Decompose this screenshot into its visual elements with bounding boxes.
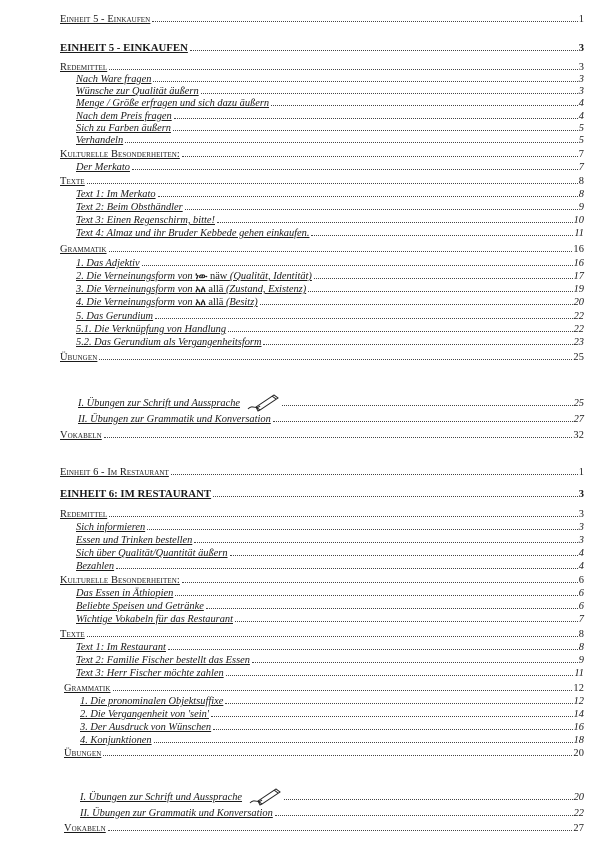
toc-item[interactable]: Verhandeln 5 [76, 135, 584, 146]
toc-item[interactable]: Text 2: Familie Fischer bestellt das Essen 9 [76, 655, 584, 666]
toc-item[interactable]: Nach dem Preis fragen 4 [76, 111, 584, 122]
toc-item[interactable]: Der Merkato 7 [76, 162, 584, 173]
toc-grammatik[interactable]: Grammatik 12 [64, 683, 584, 694]
toc-item[interactable]: 5.2. Das Gerundium als Vergangenheitsform 23 [76, 337, 584, 348]
toc-item[interactable]: Text 4: Almaz und ihr Bruder Kebbede gehen einkaufen. 11 [76, 228, 584, 239]
toc-item[interactable]: 4. Die Verneinungsform von አለ allä (Besitz) 20 [76, 297, 584, 308]
toc-item[interactable]: Wichtige Vokabeln für das Restaurant 7 [76, 614, 584, 625]
toc-item[interactable]: Sich zu Farben äußern 5 [76, 123, 584, 134]
toc-item[interactable]: Bezahlen 4 [76, 561, 584, 572]
toc-unit-header[interactable]: Einheit 6 - Im Restaurant 1 [60, 467, 584, 478]
toc-grammatik[interactable]: Grammatik 16 [60, 244, 584, 255]
toc-item[interactable]: I. Übungen zur Schrift und Aussprache 25 [78, 392, 584, 404]
pen-writing-icon [246, 392, 280, 412]
amharic-word: አለ [195, 298, 206, 308]
toc-unit-title[interactable]: EINHEIT 6: IM RESTAURANT 3 [60, 488, 584, 500]
toc-item[interactable]: Beliebte Speisen und Getränke 6 [76, 601, 584, 612]
toc-item[interactable]: Wünsche zur Qualität äußern 3 [76, 86, 584, 97]
toc-kultur[interactable]: Kulturelle Besonderheiten: 7 [60, 149, 584, 160]
toc-item[interactable]: Nach Ware fragen 3 [76, 74, 584, 85]
amharic-word: ነው [195, 272, 208, 282]
toc-texte[interactable]: Texte 8 [60, 629, 584, 640]
toc-item[interactable]: 5.1. Die Verknüpfung von Handlung 22 [76, 324, 584, 335]
toc-item[interactable]: 2. Die Verneinungsform von ነው näw (Qualität, Identität) 17 [76, 271, 584, 282]
pen-writing-icon [248, 786, 282, 806]
toc-item[interactable]: Text 3: Einen Regenschirm, bitte! 10 [76, 215, 584, 226]
toc-item[interactable]: I. Übungen zur Schrift und Aussprache 20 [80, 786, 584, 798]
amharic-word: አለ [195, 285, 206, 295]
toc-vokabeln[interactable]: Vokabeln 27 [64, 823, 584, 834]
toc-item[interactable]: 3. Der Ausdruck von Wünschen 16 [80, 722, 584, 733]
toc-item[interactable]: Text 1: Im Restaurant 8 [76, 642, 584, 653]
toc-item[interactable]: 4. Konjunktionen 18 [80, 735, 584, 746]
toc-item[interactable]: Text 1: Im Merkato 8 [76, 189, 584, 200]
toc-item[interactable]: 2. Die Vergangenheit von 'sein' 14 [80, 709, 584, 720]
toc-item[interactable]: Das Essen in Äthiopien 6 [76, 588, 584, 599]
toc-item[interactable]: 1. Das Adjektiv 16 [76, 258, 584, 269]
toc-kultur[interactable]: Kulturelle Besonderheiten: 6 [60, 575, 584, 586]
toc-unit-title[interactable]: EINHEIT 5 - EINKAUFEN 3 [60, 42, 584, 54]
toc-item[interactable]: 1. Die pronominalen Objektsuffixe 12 [80, 696, 584, 707]
toc-uebungen[interactable]: Übungen 20 [64, 748, 584, 759]
toc-item[interactable]: Sich über Qualität/Quantität äußern 4 [76, 548, 584, 559]
toc-item[interactable]: 5. Das Gerundium 22 [76, 311, 584, 322]
toc-item[interactable]: II. Übungen zur Grammatik und Konversation 27 [78, 414, 584, 425]
toc-vokabeln[interactable]: Vokabeln 32 [60, 430, 584, 441]
toc-item[interactable]: Text 3: Herr Fischer möchte zahlen 11 [76, 668, 584, 679]
toc-uebungen[interactable]: Übungen 25 [60, 352, 584, 363]
toc-unit-header[interactable]: Einheit 5 - Einkaufen 1 [60, 14, 584, 25]
toc-item[interactable]: 3. Die Verneinungsform von አለ allä (Zustand, Existenz) 19 [76, 284, 584, 295]
toc-item[interactable]: Essen und Trinken bestellen 3 [76, 535, 584, 546]
toc-item[interactable]: II. Übungen zur Grammatik und Konversation 22 [80, 808, 584, 819]
toc-item[interactable]: Menge / Größe erfragen und sich dazu äußern 4 [76, 98, 584, 109]
toc-item[interactable]: Sich informieren 3 [76, 522, 584, 533]
toc-redemittel[interactable]: Redemittel 3 [60, 62, 584, 73]
toc-texte[interactable]: Texte 8 [60, 176, 584, 187]
toc-item[interactable]: Text 2: Beim Obsthändler 9 [76, 202, 584, 213]
toc-redemittel[interactable]: Redemittel 3 [60, 509, 584, 520]
